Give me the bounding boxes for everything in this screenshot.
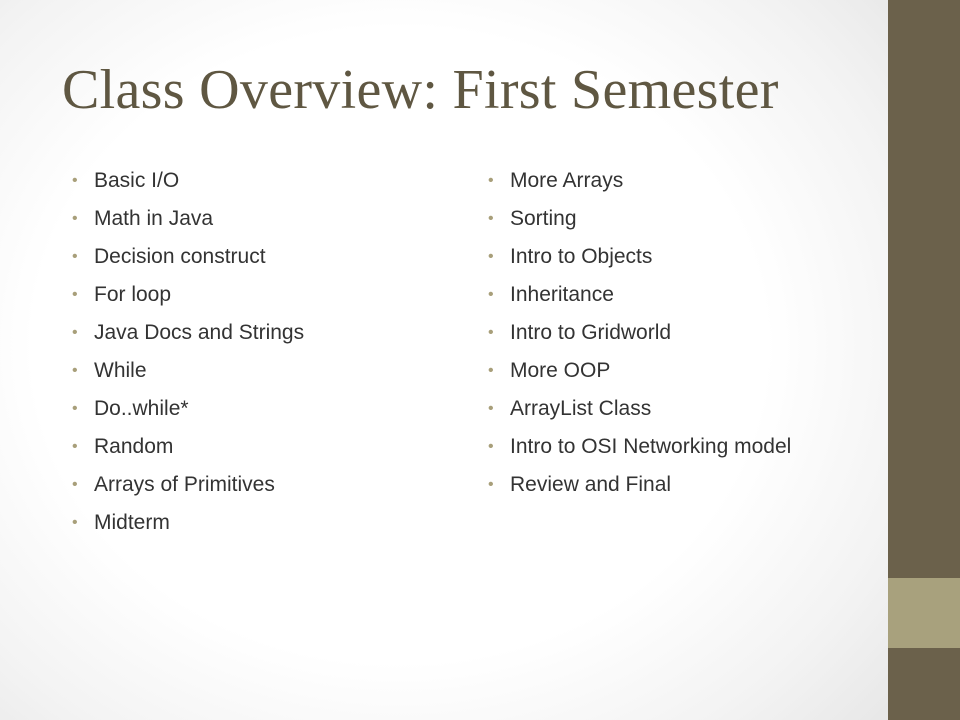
- list-item-text: Math in Java: [94, 207, 214, 230]
- list-item: [488, 358, 808, 384]
- list-item: [72, 358, 432, 384]
- list-item: [488, 244, 808, 270]
- bullet-icon: •: [72, 400, 78, 417]
- list-item-text: More Arrays: [510, 169, 624, 192]
- list-item: [72, 320, 432, 346]
- list-item-text: ArrayList Class: [510, 397, 652, 420]
- list-item: [488, 472, 808, 498]
- bullet-icon: •: [72, 438, 78, 455]
- list-item-text: Do..while*: [94, 397, 189, 420]
- bullet-icon: •: [72, 248, 78, 265]
- list-item-text: Basic I/O: [94, 169, 180, 192]
- list-item: [72, 396, 432, 422]
- bullet-icon: •: [72, 172, 78, 189]
- bullet-icon: •: [72, 286, 78, 303]
- left-topic-list: [72, 168, 432, 548]
- bullet-icon: •: [72, 362, 78, 379]
- list-item-text: For loop: [94, 283, 172, 306]
- list-item: [488, 206, 808, 232]
- list-item: [72, 282, 432, 308]
- list-item: [488, 434, 808, 460]
- bullet-icon: •: [488, 286, 494, 303]
- list-item: [72, 168, 432, 194]
- list-item: [488, 282, 808, 308]
- bullet-icon: •: [488, 400, 494, 417]
- bullet-icon: •: [72, 324, 78, 341]
- list-item-text: While: [94, 359, 147, 382]
- list-item: [72, 510, 432, 536]
- list-item-text: Decision construct: [94, 245, 266, 268]
- list-item-text: More OOP: [510, 359, 611, 382]
- list-item: [488, 396, 808, 422]
- list-item-text: Sorting: [510, 207, 577, 230]
- list-item-text: Review and Final: [510, 473, 672, 496]
- list-item-text: Java Docs and Strings: [94, 321, 305, 344]
- list-item-text: Arrays of Primitives: [94, 473, 275, 496]
- bullet-icon: •: [488, 172, 494, 189]
- list-item-text: Intro to OSI Networking model: [510, 435, 792, 458]
- list-item: [72, 472, 432, 498]
- sidebar-accent: [888, 578, 960, 648]
- list-item: [72, 244, 432, 270]
- list-item-text: Inheritance: [510, 283, 614, 306]
- bullet-icon: •: [488, 210, 494, 227]
- list-item: [488, 320, 808, 346]
- bullet-icon: •: [488, 324, 494, 341]
- list-item-text: Intro to Gridworld: [510, 321, 672, 344]
- bullet-icon: •: [488, 248, 494, 265]
- list-item-text: Midterm: [94, 511, 170, 534]
- bullet-icon: •: [72, 210, 78, 227]
- sidebar-dark-bottom: [888, 648, 960, 720]
- bullet-icon: •: [488, 362, 494, 379]
- list-item: [72, 206, 432, 232]
- sidebar-dark-top: [888, 0, 960, 578]
- bullet-icon: •: [72, 476, 78, 493]
- list-item: [72, 434, 432, 460]
- slide-title: Class Overview: First Semester: [62, 59, 779, 121]
- list-item: [488, 168, 808, 194]
- bullet-icon: •: [72, 514, 78, 531]
- list-item-text: Random: [94, 435, 174, 458]
- right-topic-list: [488, 168, 808, 510]
- bullet-icon: •: [488, 476, 494, 493]
- bullet-icon: •: [488, 438, 494, 455]
- list-item-text: Intro to Objects: [510, 245, 653, 268]
